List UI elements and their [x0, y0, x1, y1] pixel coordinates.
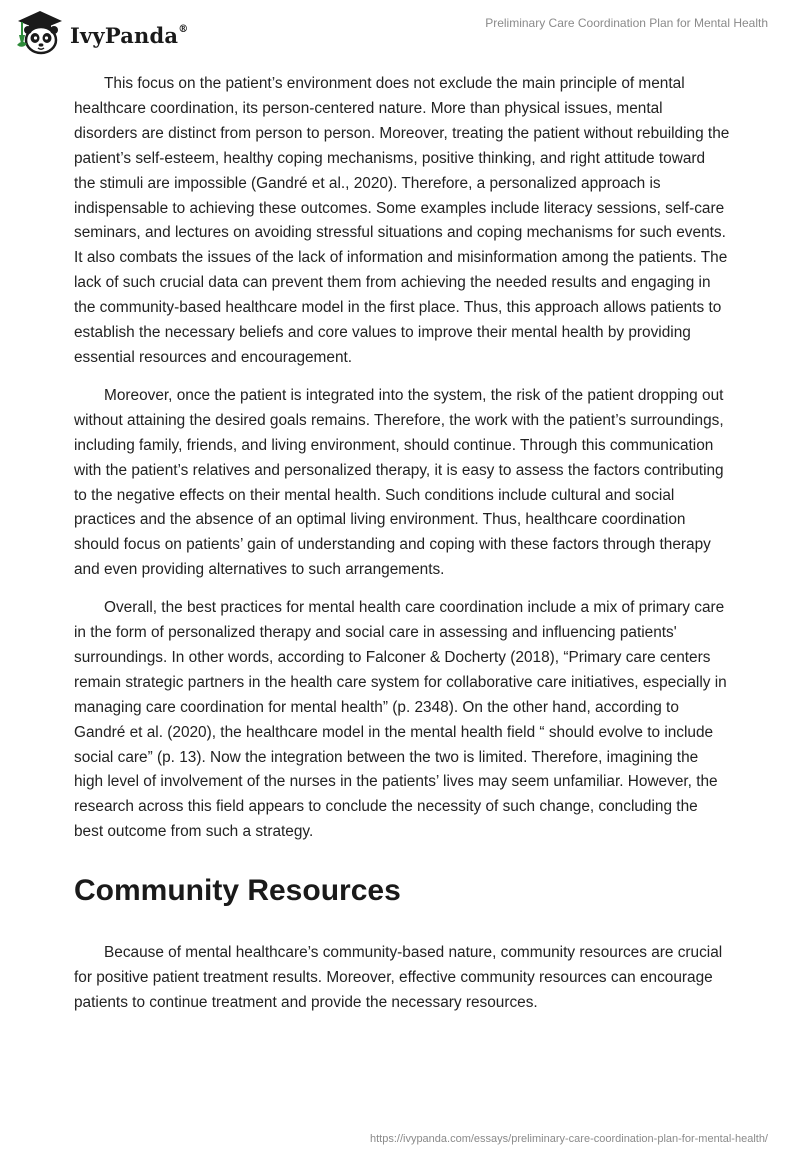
registered-mark: ®: [178, 23, 189, 35]
paragraph: Overall, the best practices for mental health care coordination include a mix of primary care in the form of personalized therapy and social care in assessing and influencing patients' surroundings. In other words, according to Falconer & Docherty (2018), “Primary care centers remain strategic partners in the health care system for collaborative care initiatives, especially in managing care coordination for mental health” (p. 2348). On the other hand, according to Gandré et al. (2020), the healthcare model in the mental health field “ should evolve to include social care” (p. 13). Now the integration between the two is limited. Therefore, imagining the high level of involvement of the nurses in the patients’ lives may seem unfamiliar. However, the research across this field appears to conclude the necessity of such change, concluding the best outcome from such a strategy.: [74, 599, 727, 841]
paragraph: This focus on the patient’s environment does not exclude the main principle of mental healthcare coordination, its person-centered nature. More than physical issues, mental disorders are distinct from person to person. Moreover, treating the patient without rebuilding the patient’s self-esteem, healthy coping mechanisms, positive thinking, and right attitude toward the stimuli are impossible (Gandré et al., 2020). Therefore, a personalized approach is indispensable to achieving these outcomes. Some examples include literacy sessions, self-care seminars, and lectures on avoiding stressful situations and coping mechanisms for such events. It also combats the issues of the lack of information and misinformation among the patients. The lack of such crucial data can prevent them from achieving the needed results and engaging in the community-based healthcare model in the first place. Thus, this approach allows patients to establish the necessary beliefs and core values to improve their mental health by providing essential resources and encouragement.: [74, 75, 730, 366]
paragraph: Because of mental healthcare’s community-based nature, community resources are crucial for positive patient treatment results. Moreover, effective community resources can encourage patients to continue treatment and provide the necessary resources.: [74, 944, 723, 1011]
brand-name: IvyPanda®: [70, 22, 189, 48]
source-url[interactable]: https://ivypanda.com/essays/preliminary-care-coordination-plan-for-mental-health/: [369, 1133, 768, 1145]
essay-body: [74, 72, 730, 1029]
panda-graduate-icon: [14, 9, 66, 55]
document-title: Preliminary Care Coordination Plan for Mental Health: [485, 16, 768, 30]
ivypanda-logo[interactable]: [14, 9, 188, 55]
paragraph: Moreover, once the patient is integrated into the system, the risk of the patient dropping out without attaining the desired goals remains. Therefore, the work with the patient’s surroundings, including family, friends, and living environment, should continue. Through this communication with the patient’s relatives and personalized therapy, it is easy to assess the factors contributing to the negative effects on their mental health. Such conditions include cultural and social practices and the absence of an optimal living environment. Thus, healthcare coordination should focus on patients’ gain of understanding and coping with these factors through therapy and even providing alternatives to such arrangements.: [74, 386, 724, 579]
page-header: [0, 0, 800, 60]
section-heading: Community Resources: [74, 874, 401, 908]
